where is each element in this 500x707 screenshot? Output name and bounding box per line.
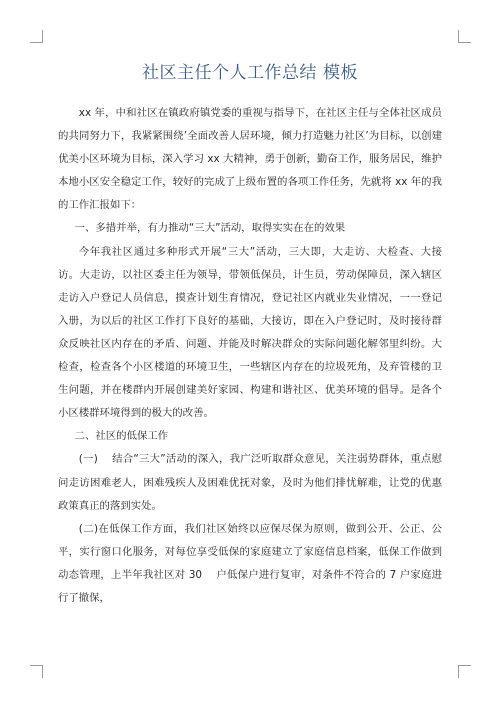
crop-mark-bottom-right xyxy=(458,665,471,678)
section-2-paragraph-1: (一) 结合“三大”活动的深入，我广泛听取群众意见，关注弱势群体，重点慰问走访困难老人，困难残疾人及困难优抚对象，及时为他们排忧解难，让党的优惠政策真正的落到实处。 xyxy=(58,453,442,512)
section-1-paragraph: 今年我社区通过多种形式开展“三大”活动，三大即，大走访、大检查、大接访。大走访，以社区委主任为领导，带领低保员，计生员，劳动保障员，深入辖区走访入户登记人员信息，摸查计划生育情况，登记社区内就业失业情况，一一登记入册，为以后的社区工作打下良好的基础，大接访，即在入户登记时，及时接待群众反映社区内存在的矛盾、问题、并能及时解决群众的实际问题化解邻里纠纷。大检查，检查各个小区楼道的环境卫生，一些辖区内存在的垃圾死角，及弃管楼的卫生问题，并在楼群内开展创建美好家园、构建和谐社区、优美环境的倡导。是各个小区楼群环境得到的极大的改善。 xyxy=(58,245,442,420)
section-2-paragraph-2: (二)在低保工作方面，我们社区始终以应保尽保为原则，做到公开、公正、公平，实行窗口化服务，对每位享受低保的家庭建立了家庭信息档案，低保工作做到动态管理，上半年我社区对 30 户低保户进行复审，对条件不符合的 7 户家庭进行了撤保， xyxy=(58,522,442,604)
section-heading-2: 二、社区的低保工作 xyxy=(74,430,169,443)
intro-paragraph: xx 年，中和社区在镇政府镇党委的重视与指导下，在社区主任与全体社区成员的共同努力下，我紧紧围绕’全面改善人居环境，倾力打造魅力社区’为目标，以创建优美小区环境为目标，深入学习 xx 大精神，勇于创新，勤奋工作，服务居民，维护本地小区安全稳定工作，较好的完成了上级布置的各项工作任务，先就将 xx 年的我的工作汇报如下： xyxy=(58,107,442,212)
crop-mark-top-right xyxy=(458,30,471,43)
crop-mark-top-left xyxy=(30,30,43,43)
crop-mark-bottom-left xyxy=(30,665,43,678)
document-body xyxy=(58,102,442,610)
section-heading-1: 一、多措并举，有力推动“三大”活动，取得实实在在的效果 xyxy=(74,222,346,235)
document-title: 社区主任个人工作总结 模板 xyxy=(142,63,358,83)
